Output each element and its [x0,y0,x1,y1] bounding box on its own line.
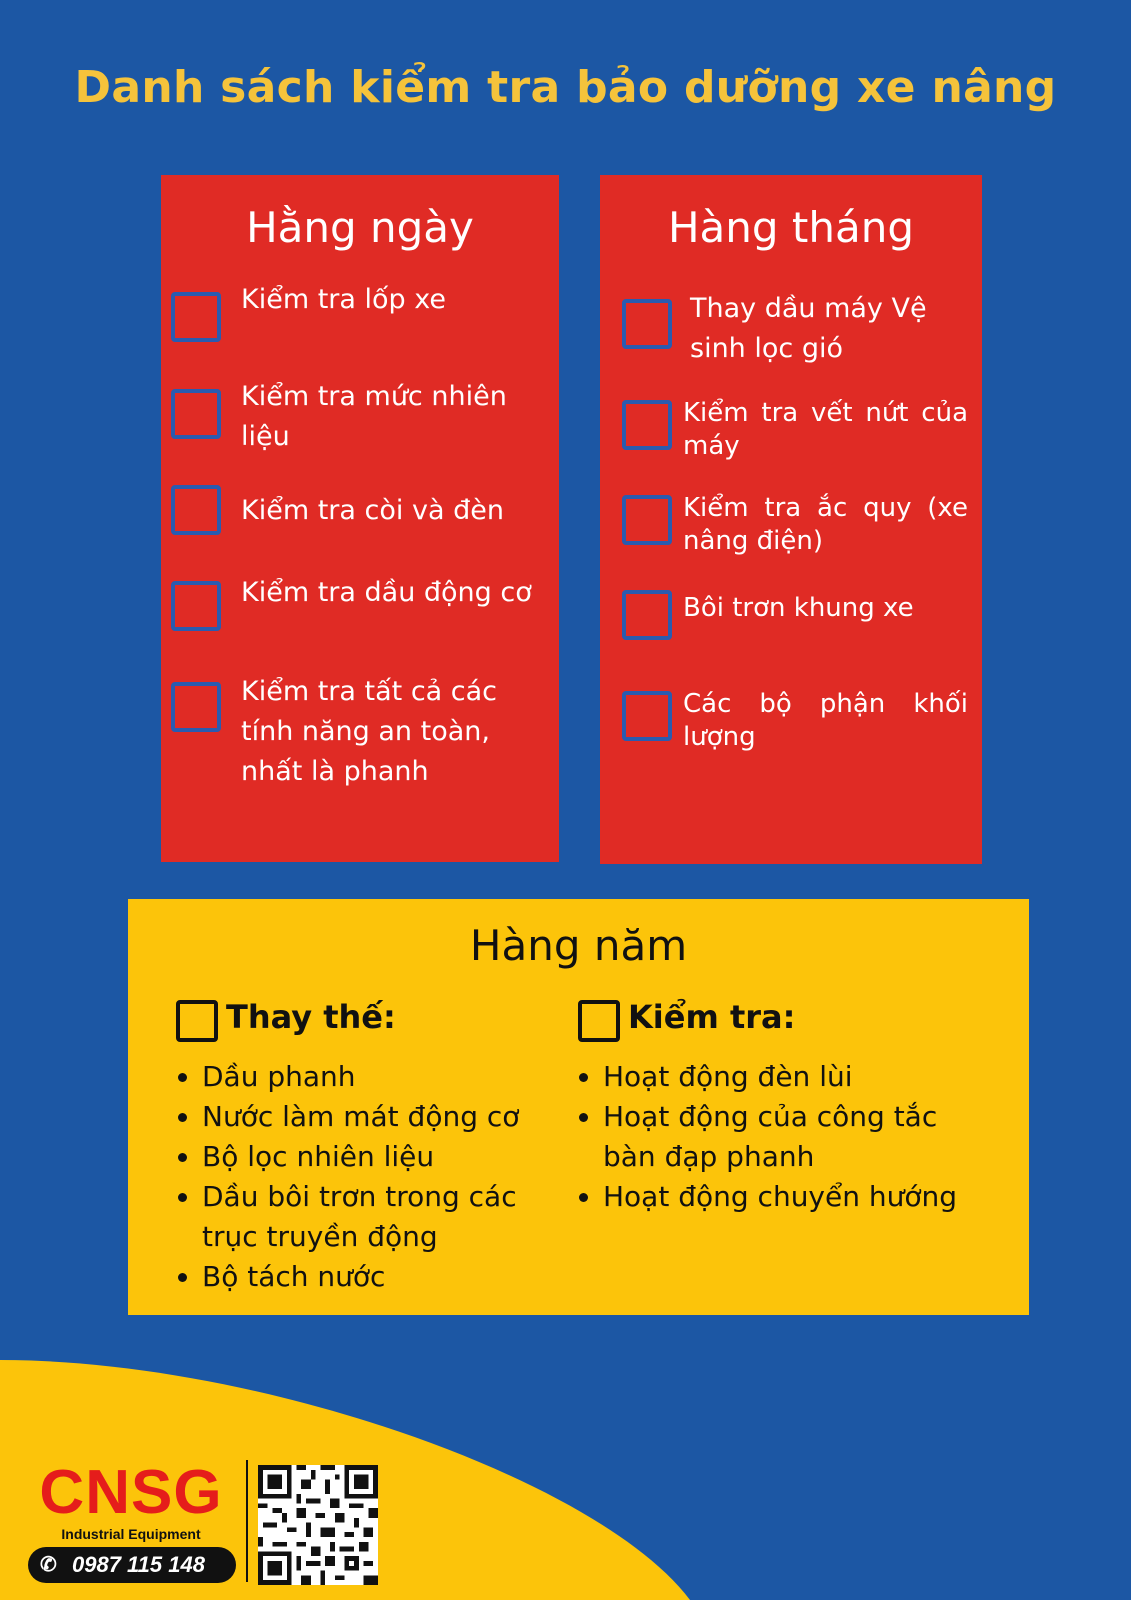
footer-divider [246,1460,248,1582]
yearly-checklist-panel [128,899,1029,1315]
brand-logo [36,1458,226,1542]
list-item: • Hoạt động chuyển hướng [603,1177,993,1217]
brand-tagline: Industrial Equipment [61,1526,201,1542]
list-item: • Hoạt động đèn lùi [603,1057,993,1097]
monthly-heading: Hàng tháng [667,203,915,252]
checkbox[interactable] [622,590,672,640]
list-item: • Bộ lọc nhiên liệu [202,1137,572,1177]
checklist-item-label: Thay dầu máy Vệ sinh lọc gió [690,293,927,364]
checklist-item-label: Kiểm tra mức nhiên liệu [241,381,507,452]
checkbox[interactable] [622,299,672,349]
inspect-label: Kiểm tra: [628,998,796,1036]
checkbox[interactable] [171,389,221,439]
checkbox[interactable] [171,485,221,535]
checklist-item-label: Các bộ phận khối lượng [683,689,968,752]
checklist-item-label: Kiểm tra tất cả các tính năng an toàn, nhất là phanh [241,676,498,787]
qr-code-icon[interactable] [258,1465,378,1585]
list-item: • Dầu bôi trơn trong các trục truyền động [202,1177,572,1257]
phone-badge[interactable] [28,1547,236,1583]
phone-icon: ✆ [40,1554,57,1576]
checkbox[interactable] [171,682,221,732]
checklist-item-label: Kiểm tra vết nứt của máy [683,398,968,461]
checklist-item-label: Bôi trơn khung xe [683,593,914,623]
list-item: • Dầu phanh [202,1057,572,1097]
replace-label: Thay thế: [226,998,396,1036]
list-item: • Nước làm mát động cơ [202,1097,572,1137]
checkbox[interactable] [622,691,672,741]
checklist-item-label: Kiểm tra dầu động cơ [241,577,532,608]
yearly-heading: Hàng năm [469,921,688,970]
daily-checklist-panel [161,175,559,862]
checklist-item-label: Kiểm tra còi và đèn [241,495,504,526]
checkbox[interactable] [578,1000,620,1042]
checkbox[interactable] [171,292,221,342]
checkbox[interactable] [171,581,221,631]
list-item: • Hoạt động của công tắc bàn đạp phanh [603,1097,993,1177]
inspect-list [571,1057,993,1217]
checkbox[interactable] [622,400,672,450]
brand-name: CNSG [39,1458,223,1527]
daily-heading: Hằng ngày [246,203,474,252]
checklist-item-label: Kiểm tra ắc quy (xe nâng điện) [683,493,968,556]
monthly-checklist-panel [600,175,982,864]
list-item: • Bộ tách nước [202,1257,572,1297]
replace-list [170,1057,572,1297]
phone-number: 0987 115 148 [72,1552,205,1577]
page-title: Danh sách kiểm tra bảo dưỡng xe nâng [74,62,1057,113]
checkbox[interactable] [176,1000,218,1042]
checklist-item-label: Kiểm tra lốp xe [241,284,447,315]
checkbox[interactable] [622,495,672,545]
